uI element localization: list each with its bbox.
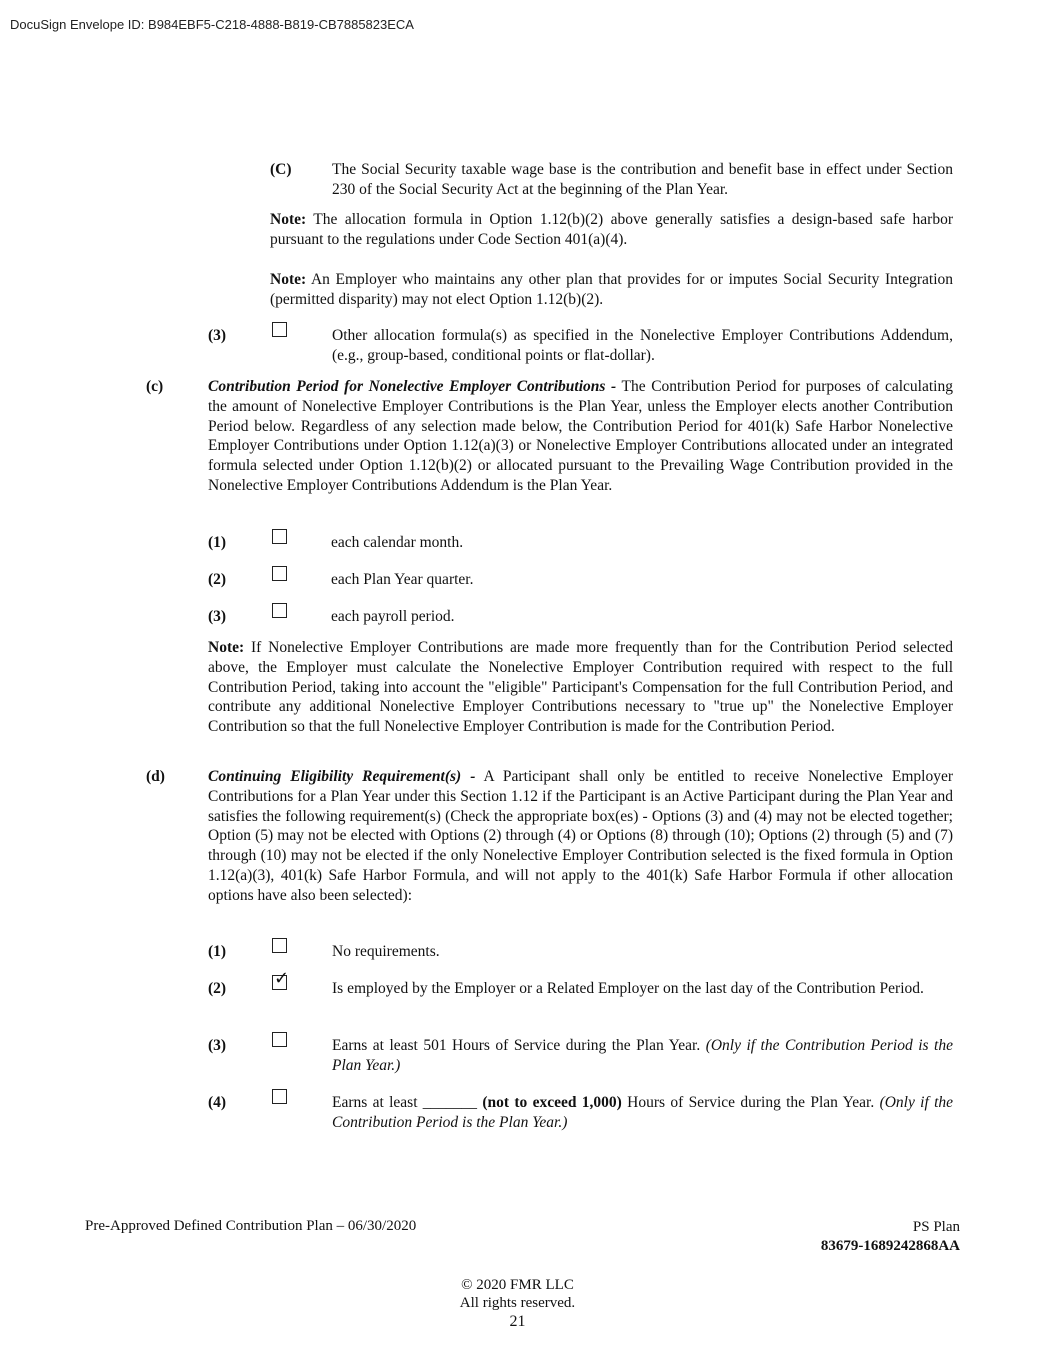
section-d-text	[208, 767, 953, 906]
option-b3-label: (3)	[208, 327, 227, 344]
note-true-up	[208, 638, 953, 737]
eligibility-option-4-text	[332, 1093, 953, 1133]
period-option-2-checkbox[interactable]	[272, 566, 287, 581]
option-b3-text: Other allocation formula(s) as specified in the Nonelective Employer Contributions Addendum, (e.g., group-based, conditional points or flat-dollar).	[332, 327, 953, 364]
section-c-body: The Contribution Period for purposes of calculating the amount of Nonelective Employer Contributions is the Plan Year, unless the Employer elects another Contribution Period below. Regardless of any selection made below, the Contribution Period for 401(k) Safe Harbor Nonelective Employer Contributions under Option 1.12(a)(3) or Nonelective Employer Contributions allocated under an integrated formula selected under Option 1.12(b)(2) or allocated pursuant to the Prevailing Wage Contribution provided in the Nonelective Employer Contributions Addendum is the Plan Year.	[208, 378, 953, 494]
note-allocation-formula	[270, 210, 953, 250]
eligibility-option-2-checkbox[interactable]	[272, 968, 290, 990]
note-text: An Employer who maintains any other plan that provides for or imputes Social Security Integration (permitted disparity) may not elect Option 1.12(b)(2).	[270, 271, 953, 308]
note-label: Note:	[270, 271, 307, 288]
note-label: Note:	[270, 211, 307, 228]
option-italic-note: (Only if the Contribution Period is the Plan Year.)	[332, 1094, 954, 1131]
period-option-1-label: (1)	[208, 534, 227, 551]
footer-copyright: © 2020 FMR LLC	[461, 1277, 574, 1293]
period-option-3-text: each payroll period.	[331, 608, 455, 625]
period-option-3-label: (3)	[208, 608, 227, 625]
section-c-text	[208, 377, 953, 496]
period-option-1-text: each calendar month.	[331, 534, 464, 551]
section-C-text: The Social Security taxable wage base is the contribution and benefit base in effect under Section 230 of the Social Security Act at the beginning of the Plan Year.	[332, 161, 953, 198]
option-text: Earns at least 501 Hours of Service during the Plan Year.	[332, 1037, 706, 1054]
eligibility-option-3-checkbox[interactable]	[272, 1032, 287, 1047]
eligibility-option-3-text	[332, 1036, 953, 1076]
option-text-a: Earns at least _______	[332, 1094, 483, 1111]
note-text: If Nonelective Employer Contributions are made more frequently than for the Contribution Period selected above, the Employer must calculate the Nonelective Employer Contribution required with respect to the full Contribution Period, taking into account the "eligible" Participant's Compensation for the full Contribution Period, and contribute any additional Nonelective Employer Contributions necessary to "true up" the Nonelective Employer Contribution so that the full Nonelective Employer Contribution is made for the Contribution Period.	[208, 639, 953, 736]
period-option-2-text: each Plan Year quarter.	[331, 571, 474, 588]
period-option-2-label: (2)	[208, 571, 227, 588]
option-b3-checkbox[interactable]	[272, 322, 287, 337]
section-c-label: (c)	[146, 378, 164, 395]
footer-plan-name: Pre-Approved Defined Contribution Plan – 06/30/2020	[85, 1218, 417, 1234]
section-d-label: (d)	[146, 768, 165, 785]
period-option-3-checkbox[interactable]	[272, 603, 287, 618]
eligibility-option-2-text: Is employed by the Employer or a Related Employer on the last day of the Contribution Period.	[332, 980, 924, 997]
option-italic-note: (Only if the Contribution Period is the Plan Year.)	[332, 1037, 953, 1074]
section-d-title: Continuing Eligibility Requirement(s) -	[208, 768, 476, 785]
footer-plan-number: 83679-1689242868AA	[820, 1238, 960, 1254]
eligibility-option-1-checkbox[interactable]	[272, 938, 287, 953]
section-d-body: A Participant shall only be entitled to receive Nonelective Employer Contributions for a Plan Year under this Section 1.12 if the Participant is an Active Participant during the Plan Year and satisfies the following requirement(s) (Check the appropriate box(es) - Options (3) and (4) may not be elected together; Option (5) may not be elected with Options (2) through (4) or Options (8) through (10); Options (2) through (5) and (7) through (10) may not be elected if the only Nonelective Employer Contribution selected is the fixed formula in Option 1.12(a)(3), 401(k) Safe Harbor Formula, and will not apply to the 401(k) Safe Harbor Formula if other allocation options have also been selected):	[208, 768, 953, 904]
footer-plan-type: PS Plan	[912, 1219, 960, 1235]
eligibility-option-2-label: (2)	[208, 980, 227, 997]
section-C-label: (C)	[270, 161, 292, 178]
eligibility-option-4-label: (4)	[208, 1094, 227, 1111]
eligibility-option-4-checkbox[interactable]	[272, 1089, 287, 1104]
note-text: The allocation formula in Option 1.12(b)(2) above generally satisfies a design-based safe harbor pursuant to the regulations under Code Section 401(a)(4).	[270, 211, 953, 248]
footer-rights: All rights reserved.	[459, 1295, 576, 1311]
eligibility-option-1-label: (1)	[208, 943, 227, 960]
period-option-1-checkbox[interactable]	[272, 529, 287, 544]
note-permitted-disparity	[270, 270, 953, 310]
section-c-title: Contribution Period for Nonelective Employer Contributions -	[208, 378, 617, 395]
check-mark-icon: ✓	[274, 968, 290, 989]
note-label: Note:	[208, 639, 245, 656]
page-number: 21	[509, 1313, 526, 1330]
option-text-b: Hours of Service during the Plan Year.	[621, 1094, 880, 1111]
eligibility-option-3-label: (3)	[208, 1037, 227, 1054]
docusign-envelope-id: DocuSign Envelope ID: B984EBF5-C218-4888-B819-CB7885823ECA	[10, 17, 414, 32]
option-bold-limit: (not to exceed 1,000)	[482, 1094, 622, 1111]
eligibility-option-1-text: No requirements.	[332, 943, 440, 960]
